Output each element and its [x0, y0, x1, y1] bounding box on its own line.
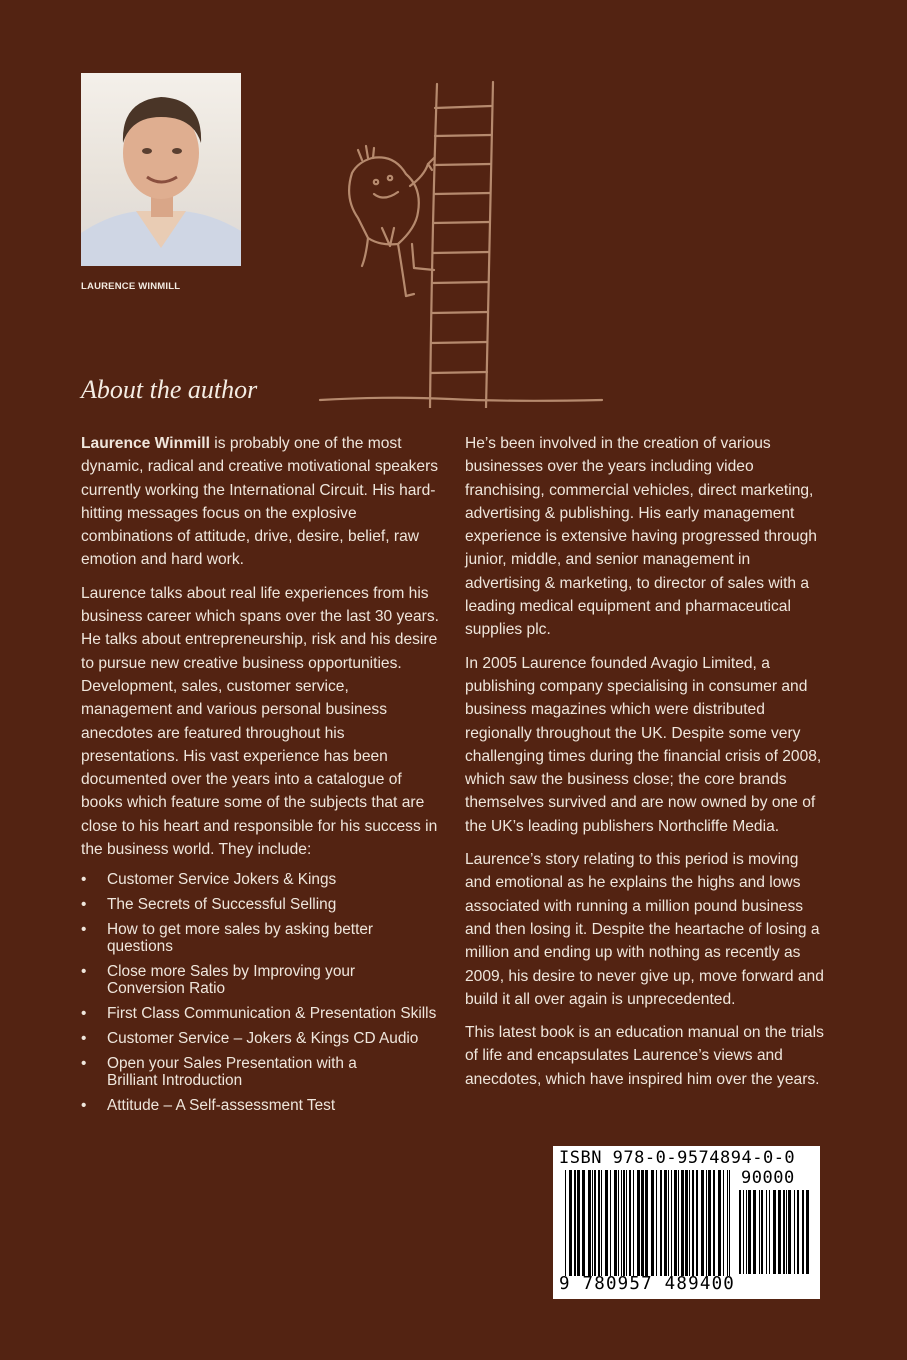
list-item: • Open your Sales Presentation with a Brilliant Introduction [81, 1055, 367, 1089]
barcode-bar [773, 1190, 776, 1274]
ladder-doodle-illustration [310, 78, 610, 408]
barcode-bar [614, 1170, 617, 1276]
business-paragraph: He’s been involved in the creation of various businesses over the years including video franchising, commercial vehicles, direct marketing, advertising & publishing. His early management experience is extensive having progressed through junior, middle, and senior management in advertising & marketing, to director of sales with a leading medical equipment and pharmaceutical supplies plc. [465, 435, 817, 639]
book-list [81, 871, 441, 1114]
barcode-bar [629, 1170, 631, 1276]
barcode-bar [637, 1170, 640, 1276]
right-column [465, 432, 825, 1101]
career-paragraph: Laurence talks about real life experiences from his business career which spans over the last 30 years. He talks about entrepreneurship, risk and his desire to pursue new creative business opportunities. Development, sales, customer service, management and various personal business anecdotes are featured throughout his presentations. His vast experience has been documented over the years into a catalogue of books which feature some of the subjects that are close to his heart and responsible for his success in the business world. They include: [81, 584, 439, 859]
barcode-bar [713, 1170, 715, 1276]
list-item: • The Secrets of Successful Selling [81, 896, 441, 913]
barcode-bar [574, 1170, 576, 1276]
author-photo [81, 73, 241, 266]
barcode-bar [794, 1190, 795, 1274]
barcode-bar [729, 1170, 730, 1276]
barcode-bar [656, 1170, 657, 1276]
barcode-bar [766, 1190, 767, 1274]
barcode-bar [582, 1170, 585, 1276]
barcode-bar [788, 1190, 791, 1274]
barcode-bar [601, 1170, 602, 1276]
barcode-bar [696, 1170, 698, 1276]
list-item: • Customer Service – Jokers & Kings CD Audio [81, 1030, 441, 1047]
list-item: • Attitude – A Self-assessment Test [81, 1097, 441, 1114]
ean-bars [565, 1170, 733, 1276]
barcode-bar [753, 1190, 756, 1274]
barcode-bar [645, 1170, 648, 1276]
barcode-bar [664, 1170, 667, 1276]
barcode-bar [678, 1170, 679, 1276]
ean-digits: 9 780957 489400 [559, 1274, 736, 1294]
barcode-bar [674, 1170, 677, 1276]
barcode-bar [708, 1170, 711, 1276]
barcode-bar [743, 1190, 744, 1274]
barcode-bar [605, 1170, 608, 1276]
barcode-bar [748, 1190, 751, 1274]
barcode-bar [761, 1190, 763, 1274]
barcode-bar [692, 1170, 694, 1276]
barcode-bar [577, 1170, 580, 1276]
barcode-bar [651, 1170, 654, 1276]
barcode-bar [618, 1170, 619, 1276]
barcode-bar [660, 1170, 662, 1276]
author-name: Laurence Winmill [81, 435, 210, 452]
barcode-bar [588, 1170, 591, 1276]
section-heading: About the author [81, 375, 258, 404]
barcode-bar [592, 1170, 593, 1276]
barcode-bar [621, 1170, 622, 1276]
list-item: • Close more Sales by Improving your Conversion Ratio [81, 963, 367, 997]
barcode-bar [739, 1190, 741, 1274]
left-column [81, 432, 441, 1122]
barcode-bar [641, 1170, 644, 1276]
barcode-bar [681, 1170, 684, 1276]
intro-paragraph [81, 432, 441, 572]
barcode-bar [797, 1190, 799, 1274]
avagio-paragraph: In 2005 Laurence founded Avagio Limited, a publishing company specialising in consumer and business magazines which were distributed regionally throughout the UK. Despite some very challenging times during the financial crisis of 2008, which saw the business close; the core brands themselves survived and are now owned by one of the UK’s leading publishers Northcliffe Media. [465, 654, 822, 835]
barcode-bar [594, 1170, 596, 1276]
barcode-bar [685, 1170, 688, 1276]
barcode-bar [759, 1190, 760, 1274]
barcode-bar [569, 1170, 572, 1276]
barcode-bar [689, 1170, 690, 1276]
story-paragraph: Laurence’s story relating to this period is moving and emotional as he explains the highs and lows associated with running a million pound business and then losing it. Despite the heartache of losing a million and ending up with nothing as recently as 2009, his desire to never give up, move forward and build it all over again is unprecedented. [465, 851, 824, 1008]
barcode-bar [727, 1170, 728, 1276]
price-addon-label: 90000 [741, 1168, 795, 1188]
barcode-bar [718, 1170, 721, 1276]
barcode-bar [701, 1170, 704, 1276]
barcode-bar [778, 1190, 781, 1274]
barcode-bar [786, 1190, 787, 1274]
barcode-bar [706, 1170, 707, 1276]
barcode-bar [598, 1170, 600, 1276]
barcode-bar [783, 1190, 785, 1274]
barcode-bar [633, 1170, 634, 1276]
barcode-bar [746, 1190, 747, 1274]
barcode-bar [769, 1190, 770, 1274]
barcode-bar [671, 1170, 672, 1276]
barcode-bar [565, 1170, 566, 1276]
barcode-bar [802, 1190, 804, 1274]
barcode-bar [610, 1170, 611, 1276]
latest-book-paragraph: This latest book is an education manual on the trials of life and encapsulates Laurence’s views and anecdotes, which have inspired him over the years. [465, 1024, 824, 1088]
list-item: • First Class Communication & Presentation Skills [81, 1005, 441, 1022]
photo-caption: LAURENCE WINMILL [81, 281, 181, 292]
barcode-bar [723, 1170, 724, 1276]
isbn-barcode [553, 1146, 820, 1299]
barcode-bar [668, 1170, 669, 1276]
list-item: • How to get more sales by asking better questions [81, 921, 441, 955]
barcode-bar [626, 1170, 627, 1276]
barcode-bar [806, 1190, 809, 1274]
addon-bars [739, 1190, 813, 1274]
intro-text: is probably one of the most dynamic, radical and creative motivational speakers currently working the International Circuit. His hard-hitting messages focus on the explosive combinations of attitude, drive, desire, belief, raw emotion and hard work. [81, 435, 439, 569]
barcode-bar [623, 1170, 625, 1276]
list-item: • Customer Service Jokers & Kings [81, 871, 441, 888]
isbn-label: ISBN 978-0-9574894-0-0 [559, 1148, 796, 1168]
